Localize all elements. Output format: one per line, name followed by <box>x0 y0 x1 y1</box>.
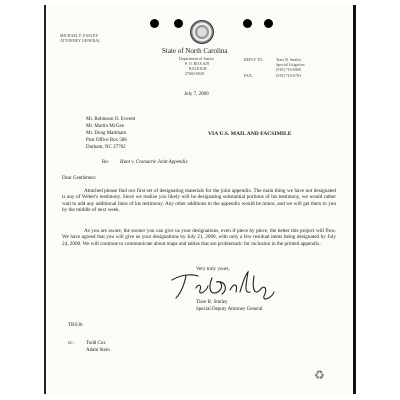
cc-name: Todd Cox <box>86 341 106 346</box>
reply-name: Tiare B. Smiley <box>276 57 302 62</box>
letterhead-zip: 27602-0629 <box>185 71 205 76</box>
reply-label: REPLY TO: <box>244 57 264 62</box>
recipient-line: Durham, NC 27702 <box>86 145 126 150</box>
fax-label: FAX: <box>244 73 253 78</box>
binder-hole <box>264 19 273 28</box>
recycle-icon: ♻ <box>314 368 325 382</box>
sender-title: ATTORNEY GENERAL <box>60 38 101 43</box>
reply-unit: Special Litigation <box>276 62 305 67</box>
reply-phone: (919) 716-6900 <box>276 67 301 72</box>
letterhead-state: State of North Carolina <box>162 47 228 55</box>
delivery-method: VIA U.S. MAIL AND FACSIMILE <box>208 131 292 137</box>
recipient-line: Post Office Box 586 <box>86 138 127 143</box>
signature-icon <box>168 268 278 304</box>
closing: Very truly yours, <box>196 267 230 272</box>
letterhead-department: Department of Justice <box>179 56 215 61</box>
letter-date: July 7, 2000 <box>184 92 209 97</box>
letterhead-city: RALEIGH <box>189 66 207 71</box>
subject-text: Hunt v. Cromartie Joint Appendix <box>120 160 188 165</box>
reply-fax: (919) 716-6763 <box>276 73 301 78</box>
cc-label: cc: <box>68 341 74 346</box>
state-seal-icon <box>190 20 214 44</box>
binder-hole <box>150 19 159 28</box>
body-paragraph: As you are aware, the sooner you can give us your designations, even if piece by piece, the better this project will flow. We have agreed that you will give us your designations by July 21, 2000, with only a few residual items being designated by July 24, 2000. We will continue to communicate about maps and tables that are problematic for inclusion in the printed appendix. <box>62 228 336 247</box>
body-paragraph: Attached please find our first set of designating materials for the joint appendix. The main thing we have not designated is any of Weber's testimony. Since we realize you likely will be designating substantial portions of his testimony, we would rather wait to add any additional lines of his testimony. Any other additions to the appendix would be minor, and we will get them to you by the middle of next week. <box>62 188 336 214</box>
binder-hole <box>174 19 183 28</box>
binder-hole <box>243 19 252 28</box>
recipient-line: Mr. Doug Markham <box>86 131 127 136</box>
recipient-line: Mr. Robinson O. Everett <box>86 117 136 122</box>
salutation: Dear Gentlemen: <box>62 176 97 181</box>
letter-page <box>44 5 356 394</box>
letterhead-box: P. O. BOX 629 <box>185 61 210 66</box>
signer-title: Special Deputy Attorney General <box>196 307 263 312</box>
subject-label: Re: <box>102 160 109 165</box>
recipient-line: Mr. Martin McGee <box>86 124 124 129</box>
cc-name: Adam Stein <box>86 348 110 353</box>
sender-name: MICHAEL F. EASLEY <box>60 33 99 38</box>
signer-name: Tiare B. Smiley <box>196 300 228 305</box>
typist-initials: TBS/lb <box>68 323 83 328</box>
